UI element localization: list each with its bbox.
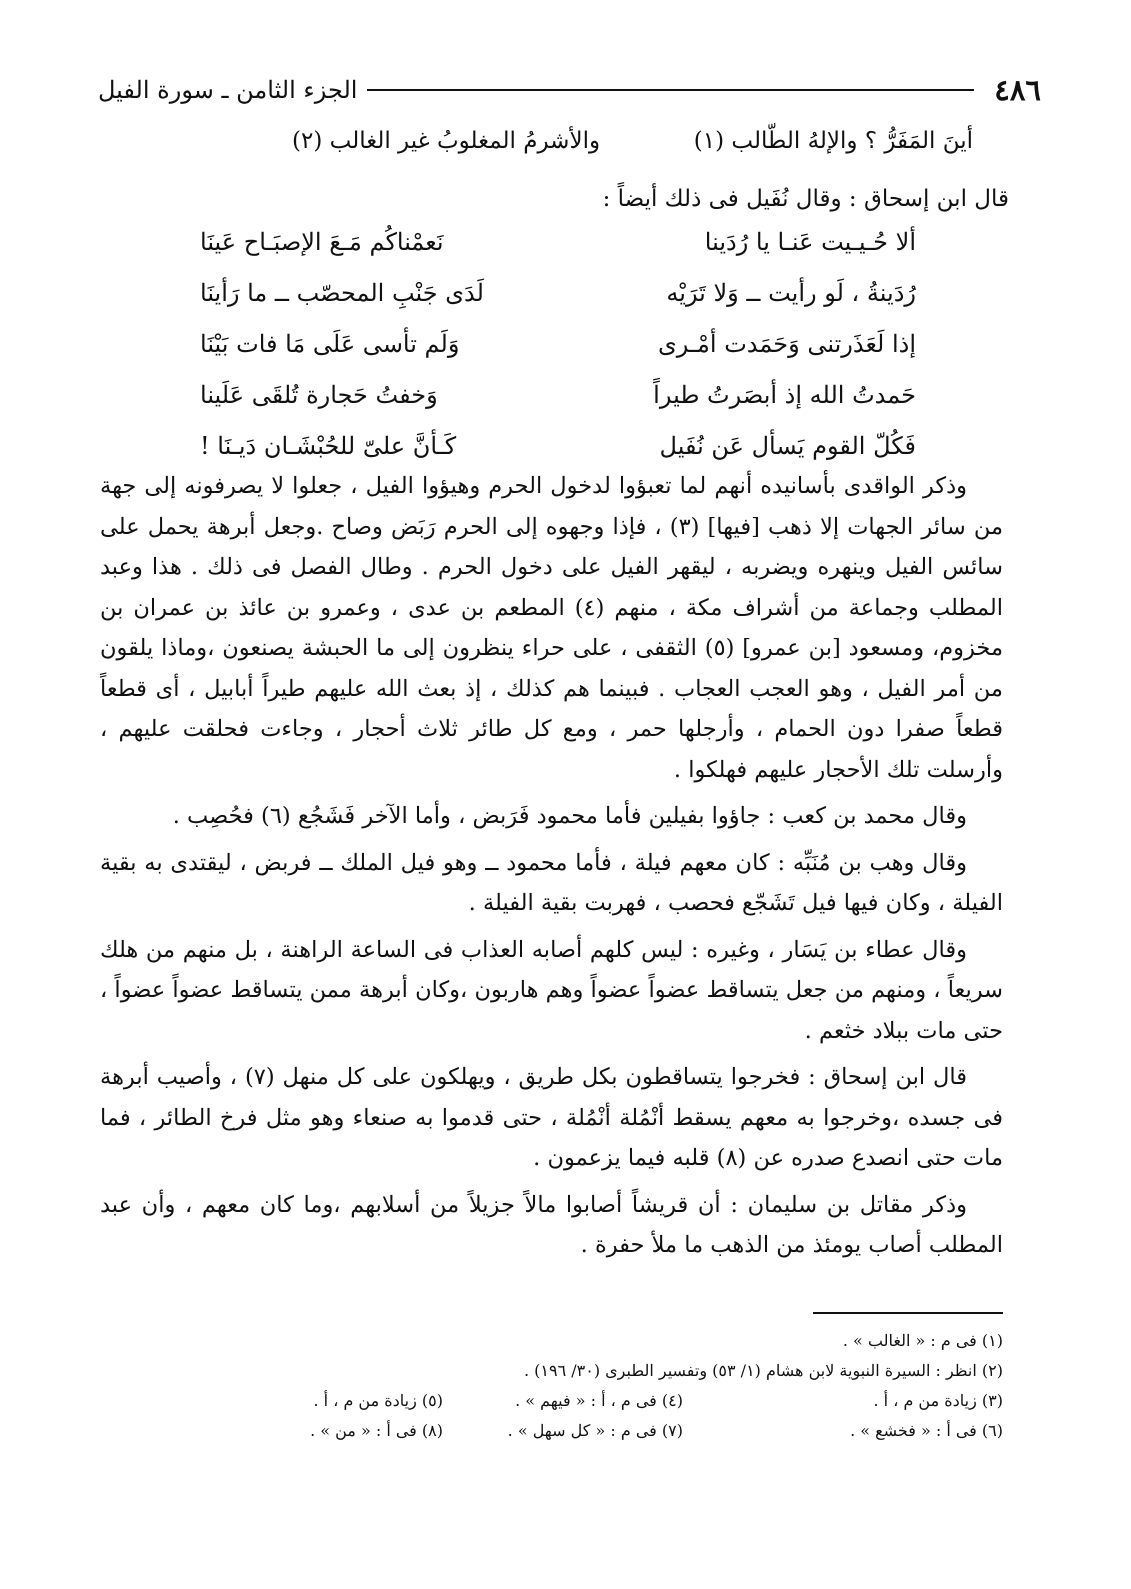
footnotes <box>112 1326 1003 1446</box>
footnote-5: (٥) زيادة من م ، أ . <box>313 1391 443 1410</box>
verse-hemistich-first: أينَ المَفَرُّ ؟ والإلهُ الطّالب (١) <box>693 128 973 154</box>
poem <box>200 228 916 483</box>
verse-hemistich-second: والأشرمُ المغلوبُ غير الغالب (٢) <box>292 128 601 154</box>
page-number: ٤٨٦ <box>994 73 1041 107</box>
couplet-first-hemistich: رُدَينةُ ، لَو رأيت ــ وَلا تَرَيْه <box>666 279 916 307</box>
paragraph-muhammad-bin-kab: وقال محمد بن كعب : جاؤوا بفيلين فأما محمود فَرَبض ، وأما الآخر فَشَجُع (٦) فحُصِب . <box>172 803 967 829</box>
footnote-row <box>112 1416 1003 1446</box>
poem-couplet <box>200 381 916 432</box>
poem-couplet <box>200 228 916 279</box>
footnote-rule <box>813 1312 1003 1314</box>
couplet-second-hemistich: وَخفتُ حَجارة تُلقَى عَلَينا <box>200 381 438 409</box>
footnote-4: (٤) فى م ، أ : « فيهم » . <box>515 1391 683 1410</box>
paragraph-waqidi: وذكر الواقدى بأسانيده أنهم لما تعبؤوا لدخول الحرم وهيؤوا الفيل ، جعلوا لا يصرفونه إلى جهة من سائر الجهات إلا ذهب [فيها] (٣) ، فإذا وجهوه إلى الحرم رَبَض وصاح .وجعل أبرهة يحمل على سائس الفيل وينهره ويضربه ، ليقهر الفيل على دخول الحرم . وطال الفصل فى ذلك . هذا وعبد المطلب وجماعة من أشراف مكة ، منهم (٤) المطعم بن عدى ، وعمرو بن عائذ بن عمران بن مخزوم، ومسعود [بن عمرو] (٥) الثقفى ، على حراء ينظرون إلى ما الحبشة يصنعون ،وماذا يلقون من أمر الفيل ، وهو العجب العجاب . فبينما هم كذلك ، إذ بعث الله عليهم طيراً أبابيل ، أى قطعاً قطعاً صفرا دون الحمام ، وأرجلها حمر ، ومع كل طائر ثلاث أحجار ، وجاءت فحلقت عليهم ، وأرسلت تلك الأحجار عليهم فهلكوا . <box>100 473 1004 783</box>
couplet-first-hemistich: إذا لَعَذَرتنى وَحَمَدت أمْـرى <box>658 330 916 358</box>
footnote-6: (٦) فى أ : « فخشع » . <box>850 1421 1003 1440</box>
couplet-first-hemistich: ألا حُـيـيت عَنـا يا رُدَينا <box>704 228 916 256</box>
header-rule <box>367 89 974 91</box>
paragraph-muqatil: وذكر مقاتل بن سليمان : أن قريشاً أصابوا مالاً جزيلاً من أسلابهم ،وما كان معهم ، وأن عبد المطلب أصاب يومئذ من الذهب ما ملأ حفرة . <box>100 1191 1003 1258</box>
footnote-8: (٨) فى أ : « من » . <box>310 1421 443 1440</box>
poem-intro: قال ابن إسحاق : وقال نُفَيل فى ذلك أيضاً : <box>602 186 1009 212</box>
opening-verse <box>112 128 1041 172</box>
footnote-1: (١) فى م : « الغالب » . <box>842 1331 1003 1350</box>
running-header <box>98 70 1041 110</box>
footnote-2: (٢) انظر : السيرة النبوية لابن هشام (١/ ٥٣) وتفسير الطبرى (٣٠/ ١٩٦) . <box>523 1361 1003 1380</box>
couplet-second-hemistich: نَعمْناكُم مَـعَ الإصبَـاح عَينَا <box>200 228 444 256</box>
couplet-second-hemistich: وَلَم تأسى عَلَى مَا فات بَيْنَا <box>200 330 460 358</box>
footnote-7: (٧) فى م : « كل سهل » . <box>507 1421 683 1440</box>
body-text <box>100 466 1003 1272</box>
paragraph-ata-bin-yasar: وقال عطاء بن يَسَار ، وغيره : ليس كلهم أصابه العذاب فى الساعة الراهنة ، بل منهم من هلك سريعاً ، ومنهم من جعل يتساقط عضواً عضواً وهم هاربون ،وكان أبرهة ممن يتساقط عضواً عضواً ، حتى مات ببلاد خثعم . <box>100 936 1003 1044</box>
footnote-row <box>112 1386 1003 1416</box>
poem-couplet <box>200 330 916 381</box>
couplet-first-hemistich: فَكُلّ القوم يَسأل عَن نُفَيل <box>659 432 916 460</box>
paragraph-wahb-bin-munabbih: وقال وهب بن مُنَبِّه : كان معهم فيلة ، فأما محمود ــ وهو فيل الملك ــ فربض ، ليقتدى به بقية الفيلة ، وكان فيها فيل تَشَجّع فحصب ، فهربت بقية الفيلة . <box>100 849 1003 916</box>
poem-couplet <box>200 279 916 330</box>
couplet-second-hemistich: كَـأنَّ علىّ للحُبْشَـان دَيـنَا ! <box>200 432 457 460</box>
footnote-3: (٣) زيادة من م ، أ . <box>873 1391 1003 1410</box>
couplet-second-hemistich: لَدَى جَنْبِ المحصّب ــ ما رَأينَا <box>200 279 484 307</box>
running-title: الجزء الثامن ـ سورة الفيل <box>98 76 358 104</box>
paragraph-ibn-ishaq: قال ابن إسحاق : فخرجوا يتساقطون بكل طريق ، ويهلكون على كل منهل (٧) ، وأصيب أبرهة فى جسده ،وخرجوا به معهم يسقط أنْمُلة أنْمُلة ، حتى قدموا به صنعاء وهو مثل فرخ الطائر ، فما مات حتى انصدع صدره عن (٨) قلبه فيما يزعمون . <box>100 1064 1003 1171</box>
couplet-first-hemistich: حَمدتُ الله إذ أبصَرتُ طيراً <box>653 381 916 409</box>
